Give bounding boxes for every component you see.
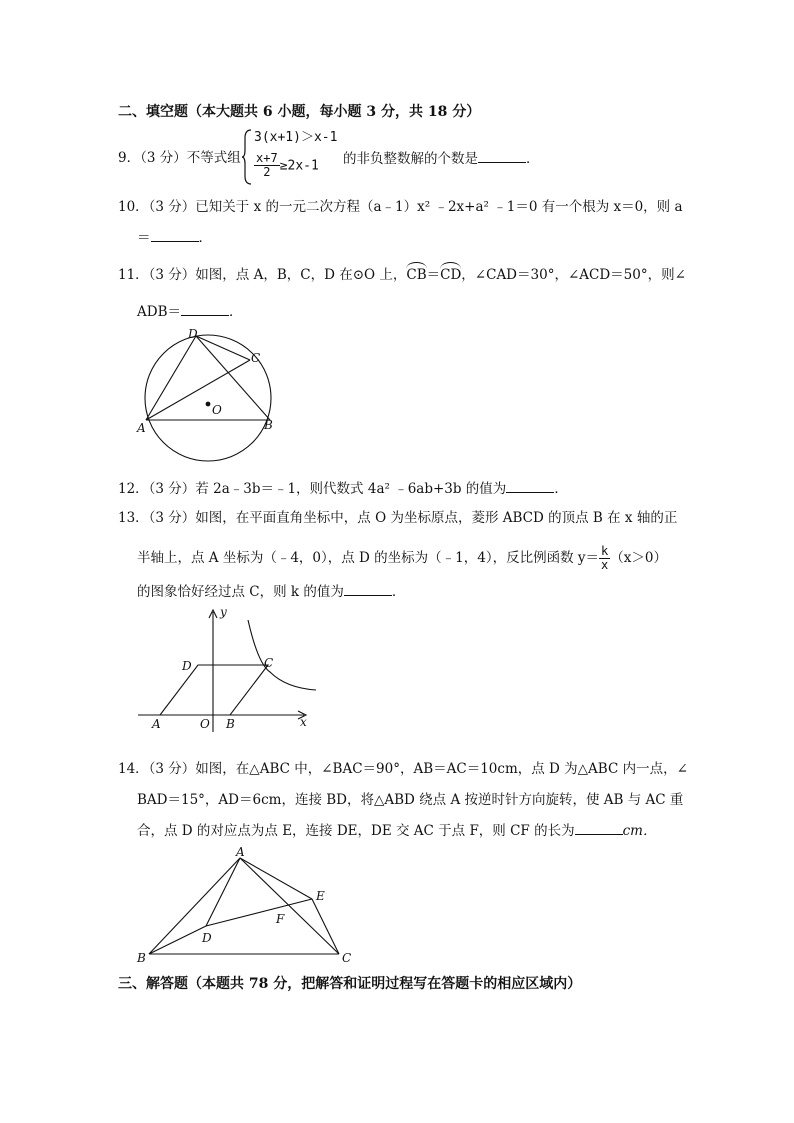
section-title: 三、解答题（本题共 78 分，把解答和证明过程写在答题卡的相应区域内） bbox=[118, 976, 582, 992]
q9-suffix-text: 的非负整数解的个数是 bbox=[343, 151, 478, 167]
q11-line1 bbox=[118, 267, 686, 283]
q11-line1-a: 11．（3 分）如图，点 A，B，C，D 在⊙O 上， bbox=[118, 267, 407, 283]
segment-ab bbox=[149, 858, 240, 954]
segment-ac bbox=[240, 858, 339, 954]
q11-arc-cd: CD bbox=[440, 267, 462, 283]
label-b: B bbox=[137, 951, 146, 965]
label-b: B bbox=[226, 717, 235, 731]
q9-fraction bbox=[254, 152, 280, 179]
q13-answer-blank[interactable] bbox=[344, 583, 392, 596]
label-y: y bbox=[220, 605, 227, 619]
rhombus-abcd bbox=[160, 665, 268, 715]
q14-line3-prefix: 合，点 D 的对应点为点 E，连接 DE，DE 交 AC 于点 F，则 CF 的长为 bbox=[137, 823, 575, 839]
q12-line bbox=[118, 480, 568, 497]
q13-line2-b: （x＞0） bbox=[610, 550, 667, 567]
q13-fraction-numerator: k bbox=[601, 544, 609, 558]
q14-answer-blank[interactable] bbox=[575, 822, 623, 835]
q14-line3 bbox=[137, 822, 656, 839]
q9-inequality-2-rest: ≥2x-1 bbox=[279, 158, 319, 174]
label-c: C bbox=[342, 951, 352, 965]
section-title: 二、填空题（本大题共 6 小题，每小题 3 分，共 18 分） bbox=[118, 104, 481, 120]
label-x: x bbox=[300, 715, 307, 729]
q9-prefix: 9．（3 分）不等式组 bbox=[118, 150, 241, 166]
q9-inequality-1: 3(x+1)＞x-1 bbox=[254, 130, 338, 145]
q10-line2 bbox=[137, 229, 212, 246]
segment-dc bbox=[196, 336, 250, 360]
label-e: E bbox=[316, 889, 325, 903]
q13-line3 bbox=[137, 583, 405, 600]
q13-line2 bbox=[137, 545, 667, 572]
q12-end: ． bbox=[554, 481, 568, 497]
q11-answer-blank[interactable] bbox=[181, 303, 229, 316]
label-a: A bbox=[236, 845, 245, 859]
label-c: C bbox=[251, 351, 261, 365]
segment-ad bbox=[206, 858, 240, 926]
label-a: A bbox=[152, 717, 161, 731]
q13-line1: 13．（3 分）如图，在平面直角坐标中，点 O 为坐标原点，菱形 ABCD 的顶点 B 在 x 轴的正 bbox=[118, 510, 678, 526]
q13-figure-coordinate bbox=[132, 602, 317, 742]
segment-ad bbox=[146, 336, 196, 420]
q9-fraction-denominator: 2 bbox=[263, 165, 271, 180]
label-o: O bbox=[212, 403, 222, 417]
q14-unit: cm． bbox=[622, 823, 657, 839]
q13-fraction-denominator: x bbox=[601, 558, 609, 573]
q14-figure-triangle bbox=[132, 844, 362, 966]
label-d: D bbox=[182, 659, 192, 673]
label-a: A bbox=[137, 421, 146, 435]
label-c: C bbox=[264, 656, 274, 670]
segment-bd bbox=[149, 926, 206, 954]
q13-fraction bbox=[599, 545, 610, 572]
q14-line2: BAD＝15°，AD＝6cm，连接 BD，将△ABD 绕点 A 按逆时针方向旋转，使 AB 与 AC 重 bbox=[137, 792, 684, 808]
q10-line1: 10．（3 分）已知关于 x 的一元二次方程（a﹣1）x² ﹣2x+a² ﹣1＝0 有一个根为 x＝0，则 a bbox=[118, 199, 683, 215]
q9-suffix bbox=[343, 150, 540, 167]
segment-db bbox=[196, 336, 270, 420]
q10-answer-blank[interactable] bbox=[151, 229, 199, 242]
q9-inequality-2 bbox=[254, 152, 319, 179]
center-dot bbox=[206, 402, 211, 407]
q9-brace bbox=[241, 128, 253, 186]
q14-line1: 14．（3 分）如图，在△ABC 中，∠BAC＝90°，AB＝AC＝10cm，点 D 为△ABC 内一点，∠ bbox=[118, 761, 688, 777]
q13-end: ． bbox=[391, 584, 406, 600]
q10-line2-prefix: ＝ bbox=[137, 230, 151, 246]
q12-prefix: 12．（3 分）若 2a﹣3b＝﹣1，则代数式 4a² ﹣6ab+3b 的值为 bbox=[118, 481, 507, 497]
label-o: O bbox=[200, 717, 210, 731]
q9-fraction-numerator: x+7 bbox=[256, 151, 278, 165]
q11-line2-prefix: ADB＝ bbox=[137, 304, 181, 320]
q11-end: ． bbox=[229, 304, 243, 320]
segment-ec bbox=[312, 899, 339, 954]
q11-arc-cb: CB bbox=[406, 267, 427, 283]
q11-line1-b: ，∠CAD＝30°，∠ACD＝50°，则∠ bbox=[461, 267, 686, 283]
segment-ac bbox=[146, 360, 250, 420]
label-b: B bbox=[264, 418, 273, 432]
q11-figure-circle bbox=[132, 322, 282, 470]
label-d: D bbox=[202, 931, 212, 945]
label-f: F bbox=[276, 912, 285, 926]
label-d: D bbox=[188, 327, 198, 341]
q9-answer-blank[interactable] bbox=[478, 150, 526, 163]
q11-arc-eq: ＝ bbox=[426, 267, 441, 283]
q13-line3-prefix: 的图象恰好经过点 C，则 k 的值为 bbox=[137, 584, 344, 600]
q13-line2-a: 半轴上，点 A 坐标为（﹣4，0），点 D 的坐标为（﹣1，4），反比例函数 y＝ bbox=[137, 550, 600, 567]
hyperbola-curve bbox=[248, 620, 316, 690]
q12-answer-blank[interactable] bbox=[506, 480, 554, 493]
q11-line2 bbox=[137, 303, 243, 320]
q10-end: ． bbox=[198, 230, 212, 246]
q9-end: ． bbox=[526, 151, 540, 167]
